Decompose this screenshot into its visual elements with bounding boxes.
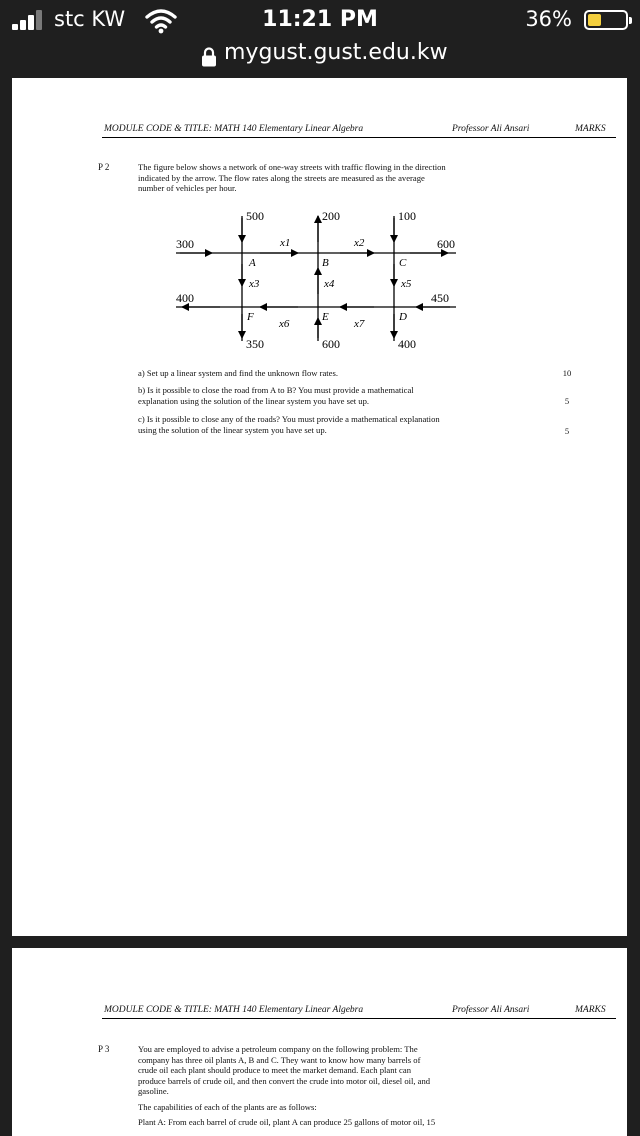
text-line: b) Is it possible to close the road from A to B? You must provide a mathematical bbox=[138, 385, 414, 395]
node-label: C bbox=[399, 257, 407, 269]
bottom-flow-label: 400 bbox=[398, 337, 416, 351]
text-line: produce barrels of crude oil, and then convert the crude into motor oil, diesel oil, and bbox=[138, 1075, 431, 1086]
variable-label: x1 bbox=[280, 237, 291, 249]
url-text: mygust.gust.edu.kw bbox=[224, 40, 448, 65]
left-flow-label: 300 bbox=[176, 237, 194, 251]
battery-percentage: 36% bbox=[525, 7, 572, 31]
status-bar bbox=[0, 0, 640, 44]
variable-label: x2 bbox=[354, 237, 365, 249]
module-title: MODULE CODE & TITLE: MATH 140 Elementary Linear Algebra bbox=[104, 124, 364, 134]
marks-header: MARKS bbox=[575, 124, 606, 134]
left-flow-label: 400 bbox=[176, 291, 194, 305]
node-label: F bbox=[247, 311, 254, 323]
bottom-flow-label: 600 bbox=[322, 337, 340, 351]
variable-label: x5 bbox=[401, 278, 412, 290]
problem-number: P 3 bbox=[98, 1044, 110, 1054]
professor-name: Professor Ali Ansari bbox=[452, 1005, 530, 1015]
variable-label: x7 bbox=[354, 318, 365, 330]
text-line: You are employed to advise a petroleum company on the following problem: The bbox=[138, 1044, 418, 1054]
part-a-marks: 10 bbox=[562, 368, 572, 378]
part-b-marks: 5 bbox=[564, 396, 570, 406]
document-page-1[interactable] bbox=[12, 78, 627, 936]
text-line: company has three oil plants A, B and C. They want to know how many barrels of bbox=[138, 1054, 421, 1065]
node-label: A bbox=[249, 257, 256, 269]
right-flow-label: 600 bbox=[437, 237, 455, 251]
page-header bbox=[102, 123, 616, 138]
variable-label: x6 bbox=[279, 318, 290, 330]
node-label: D bbox=[399, 311, 407, 323]
professor-name: Professor Ali Ansari bbox=[452, 124, 530, 134]
top-flow-label: 200 bbox=[322, 209, 340, 223]
top-flow-label: 500 bbox=[246, 209, 264, 223]
page-header bbox=[102, 1004, 616, 1019]
text-line: indicated by the arrow. The flow rates along the streets are measured as the average bbox=[138, 172, 425, 183]
problem-number: P 2 bbox=[98, 162, 110, 172]
text-line: Plant A: From each barrel of crude oil, plant A can produce 25 gallons of motor oil, 15 bbox=[138, 1117, 436, 1127]
text-line: The figure below shows a network of one-way streets with traffic flowing in the direction bbox=[138, 162, 446, 172]
carrier-name: stc KW bbox=[54, 7, 126, 31]
module-title: MODULE CODE & TITLE: MATH 140 Elementary Linear Algebra bbox=[104, 1005, 364, 1015]
text-line: using the solution of the linear system you have set up. bbox=[138, 424, 327, 435]
marks-header: MARKS bbox=[575, 1005, 606, 1015]
document-page-2[interactable] bbox=[12, 948, 627, 1136]
text-line: a) Set up a linear system and find the unknown flow rates. bbox=[138, 368, 338, 378]
variable-label: x4 bbox=[324, 278, 335, 290]
text-line: gasoline. bbox=[138, 1086, 169, 1096]
clock: 11:21 PM bbox=[262, 7, 378, 32]
text-line: The capabilities of each of the plants are as follows: bbox=[138, 1101, 317, 1112]
part-b bbox=[138, 385, 538, 406]
part-c-marks: 5 bbox=[564, 426, 570, 436]
variable-label: x3 bbox=[249, 278, 260, 290]
text-line: explanation using the solution of the linear system you have set up. bbox=[138, 395, 370, 406]
right-flow-label: 450 bbox=[431, 291, 449, 305]
traffic-network-diagram bbox=[160, 206, 480, 354]
text-line: c) Is it possible to close any of the roads? You must provide a mathematical explanation bbox=[138, 414, 440, 424]
address-bar[interactable] bbox=[0, 40, 640, 72]
battery-icon bbox=[584, 10, 628, 30]
problem-intro bbox=[138, 162, 538, 194]
text-line: number of vehicles per hour. bbox=[138, 183, 237, 193]
bottom-flow-label: 350 bbox=[246, 337, 264, 351]
node-label: E bbox=[322, 311, 329, 323]
problem-intro bbox=[138, 1044, 538, 1128]
text-line: crude oil each plant should produce to meet the market demand. Each plant can bbox=[138, 1065, 411, 1075]
part-c bbox=[138, 414, 538, 435]
lock-icon bbox=[201, 46, 217, 68]
part-a bbox=[138, 368, 538, 379]
node-label: B bbox=[322, 257, 329, 269]
top-flow-label: 100 bbox=[398, 209, 416, 223]
